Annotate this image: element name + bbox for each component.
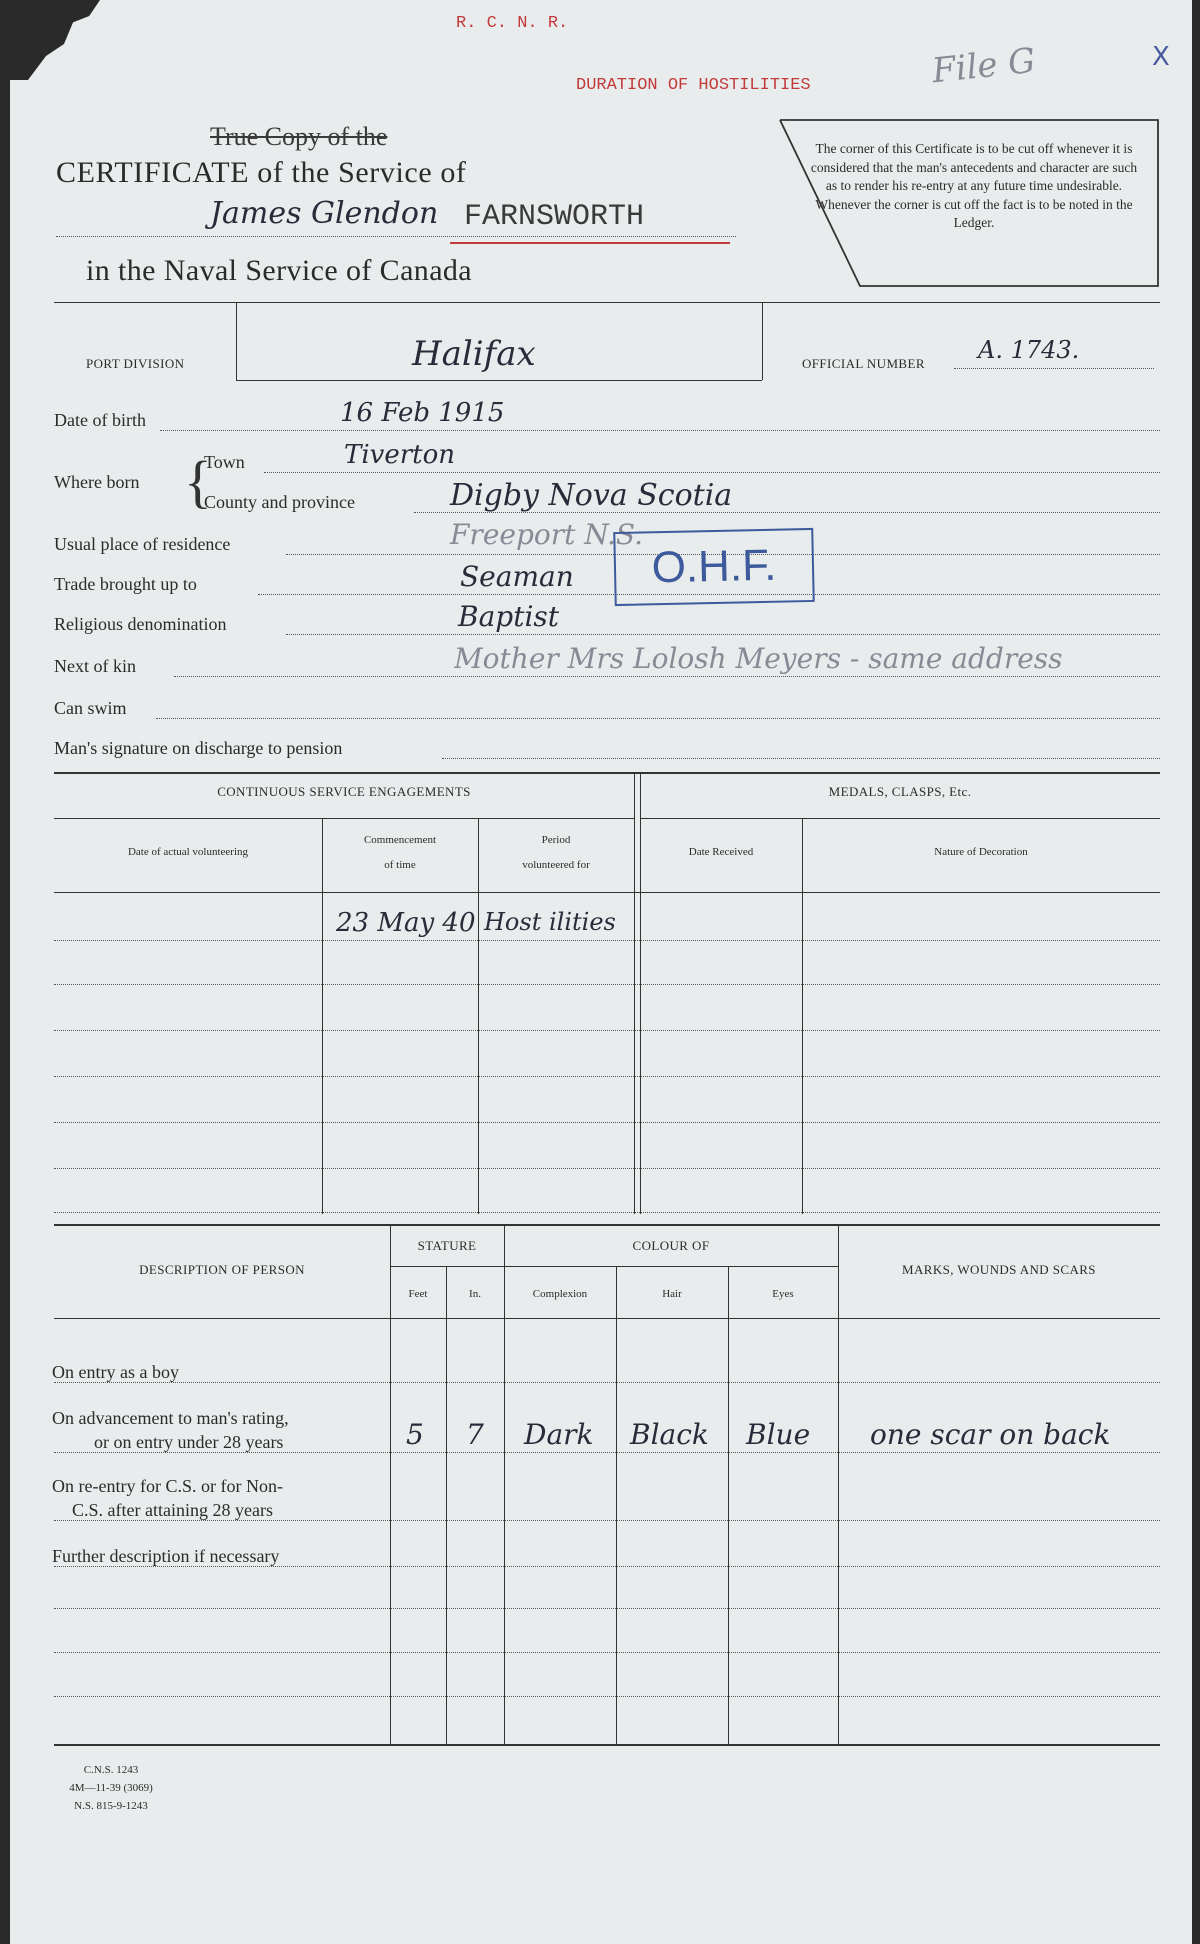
col-commencement-l2: of time (384, 859, 416, 871)
port-division-value: Halifax (412, 334, 536, 374)
file-note: File G (930, 40, 1038, 92)
town-value: Tiverton (344, 440, 456, 470)
col-period-l2: volunteered for (522, 859, 590, 871)
row-adv-l1: On advancement to man's rating, (52, 1408, 289, 1428)
certificate-sheet (10, 0, 1192, 1944)
adv-hair: Black (630, 1418, 709, 1451)
trade-label: Trade brought up to (54, 574, 197, 594)
dob-label: Date of birth (54, 410, 146, 430)
stature-heading: STATURE (417, 1238, 477, 1253)
dob-value: 16 Feb 1915 (340, 398, 505, 428)
col-period-l1: Period (541, 834, 571, 846)
trade-value: Seaman (460, 560, 574, 593)
certificate-title: CERTIFICATE of the Service of (56, 156, 467, 189)
col-date-volunteering: Date of actual volunteering (127, 846, 249, 858)
religion-value: Baptist (458, 600, 560, 633)
port-division-label: PORT DIVISION (86, 356, 185, 371)
religion-label: Religious denomination (54, 614, 227, 634)
medals-heading: MEDALS, CLASPS, Etc. (828, 784, 972, 799)
ohf-stamp: O.H.F. (613, 528, 815, 606)
residence-value: Freeport N.S. (450, 518, 643, 551)
footer-ns-number: N.S. 815-9-1243 (74, 1800, 148, 1812)
row-reentry-l1: On re-entry for C.S. or for Non- (52, 1476, 283, 1496)
swim-label: Can swim (54, 698, 127, 718)
inches-col: In. (469, 1288, 481, 1300)
marks-heading: MARKS, WOUNDS AND SCARS (902, 1262, 1096, 1277)
row1-commencement: 23 May 40 (336, 908, 476, 938)
feet-col: Feet (408, 1288, 428, 1300)
row-adv-l2: or on entry under 28 years (94, 1432, 284, 1452)
corner-note-text: The corner of this Certificate is to be cut off whenever it is considered that the man's antecedents and character are such as to render his re-entry at any future time undesirable. Whenever the corner is cut off the fact is to be noted in the Ledger. (810, 141, 1138, 230)
engagements-heading: CONTINUOUS SERVICE ENGAGEMENTS (217, 784, 471, 799)
eyes-col: Eyes (772, 1288, 794, 1300)
where-born-label: Where born (54, 472, 140, 492)
residence-label: Usual place of residence (54, 534, 231, 554)
description-heading: DESCRIPTION OF PERSON (139, 1262, 305, 1277)
hair-col: Hair (662, 1288, 682, 1300)
kin-label: Next of kin (54, 656, 136, 676)
name-handwritten: James Glendon (210, 196, 439, 231)
rcnr-header: R. C. N. R. (456, 14, 569, 33)
brace: { (184, 449, 212, 514)
col-date-received: Date Received (688, 846, 754, 858)
adv-marks: one scar on back (870, 1418, 1111, 1451)
adv-inches: 7 (466, 1418, 484, 1451)
town-label: Town (204, 452, 245, 472)
row-reentry-l2: C.S. after attaining 28 years (72, 1500, 273, 1520)
x-mark: X (1152, 42, 1170, 72)
torn-corner (10, 0, 100, 80)
surname-underline (450, 242, 730, 244)
surname-typed: FARNSWORTH (464, 200, 645, 234)
county-label: County and province (204, 492, 355, 512)
row1-period: Host ilities (484, 908, 616, 936)
adv-feet: 5 (406, 1418, 424, 1451)
duration-header: DURATION OF HOSTILITIES (576, 76, 811, 95)
adv-complexion: Dark (524, 1418, 594, 1451)
adv-eyes: Blue (746, 1418, 811, 1451)
official-number-value: A. 1743. (978, 336, 1080, 364)
official-number-label: OFFICIAL NUMBER (802, 356, 925, 371)
complexion-col: Complexion (532, 1288, 588, 1300)
row-further-label: Further description if necessary (52, 1546, 280, 1566)
footer-form-number: C.N.S. 1243 (83, 1764, 139, 1776)
county-value: Digby Nova Scotia (450, 478, 733, 513)
row-boy-label: On entry as a boy (52, 1362, 179, 1382)
col-commencement-l1: Commencement (363, 834, 437, 846)
certificate-subtitle: in the Naval Service of Canada (86, 254, 473, 287)
colour-of-heading: COLOUR OF (632, 1238, 710, 1253)
footer-print-run: 4M—11-39 (3069) (69, 1782, 153, 1794)
true-copy-text: True Copy of the (210, 122, 388, 151)
kin-value: Mother Mrs Lolosh Meyers - same address (454, 642, 1063, 675)
signature-label: Man's signature on discharge to pension (54, 738, 343, 758)
col-nature-decoration: Nature of Decoration (934, 846, 1028, 858)
